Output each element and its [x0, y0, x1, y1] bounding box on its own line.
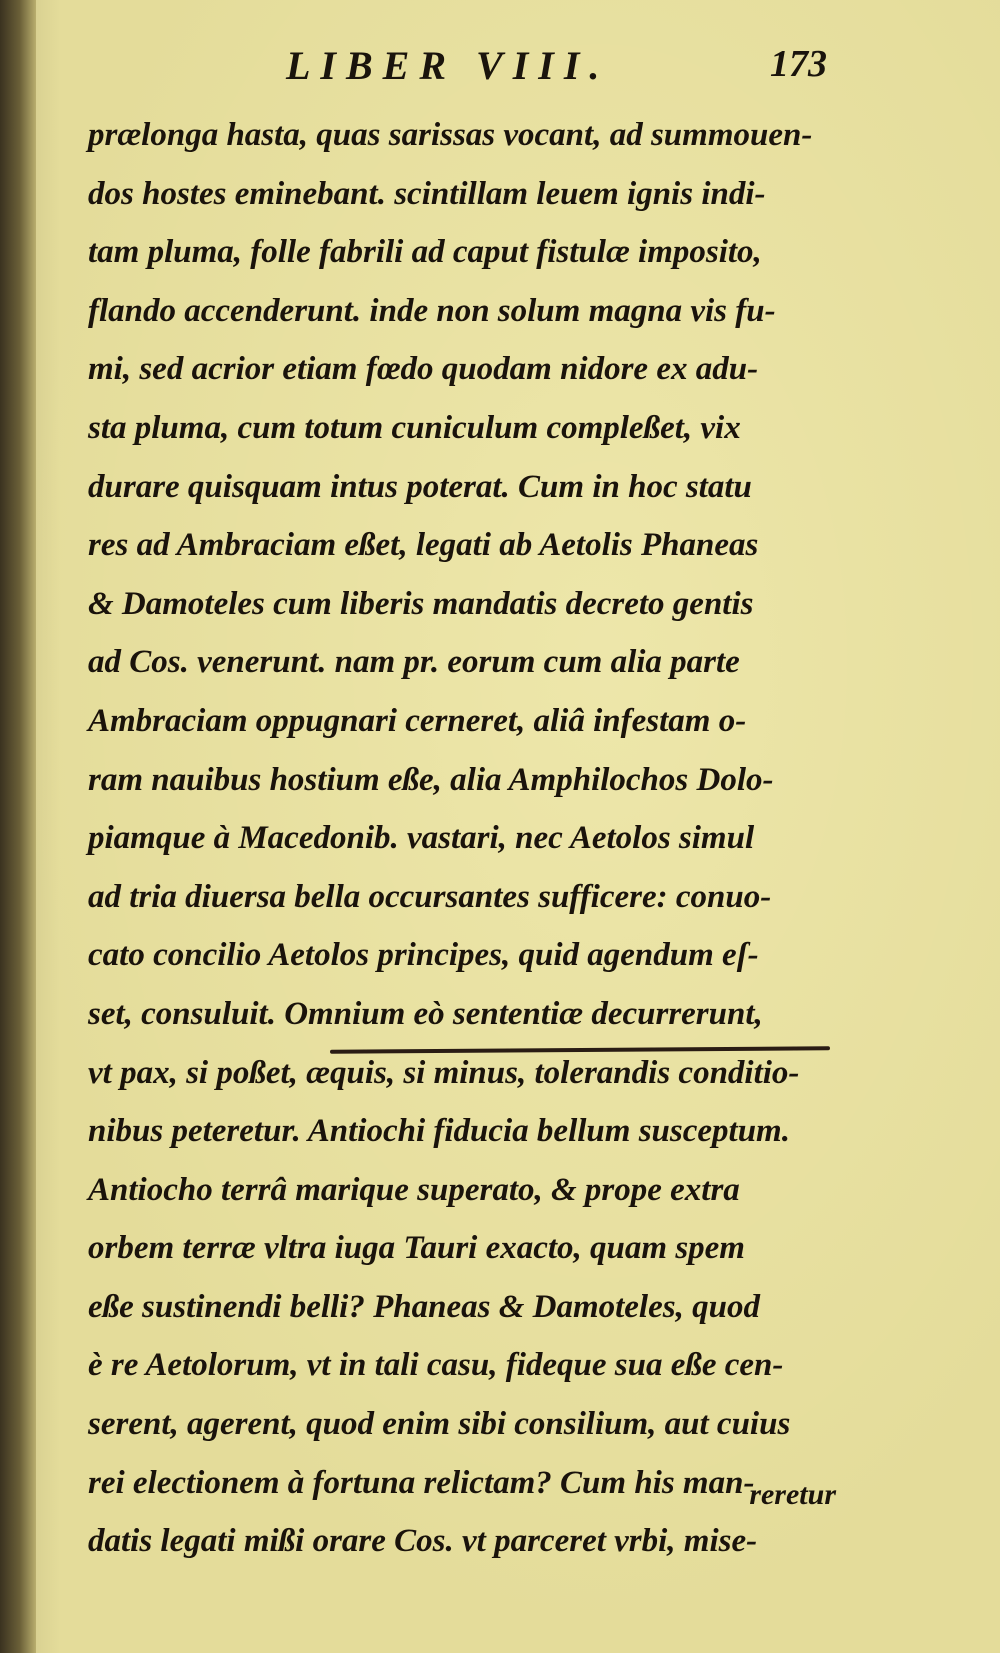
text-line: orbem terræ vltra iuga Tauri exacto, quam spem	[88, 1230, 745, 1267]
text-line: ad Cos. venerunt. nam pr. eorum cum alia parte	[88, 644, 740, 681]
catchword: reretur	[749, 1478, 836, 1511]
text-line: rei electionem à fortuna relictam? Cum his man-	[88, 1464, 755, 1501]
catchword-area	[88, 1478, 836, 1512]
page-header	[0, 42, 1000, 102]
text-line: flando accenderunt. inde non solum magna vis fu-	[88, 292, 776, 329]
text-line: durare quisquam intus poterat. Cum in hoc statu	[88, 468, 752, 505]
text-line: ram nauibus hostium eße, alia Amphilochos Dolo-	[88, 761, 774, 798]
text-line: sta pluma, cum totum cuniculum compleßet, vix	[88, 409, 741, 446]
text-line: datis legati mißi orare Cos. vt parceret vrbi, mise-	[88, 1523, 758, 1560]
text-line: set, consuluit. Omnium eò sententiæ decurrerunt,	[88, 995, 763, 1032]
text-line: prælonga hasta, quas sarissas vocant, ad summouen-	[88, 117, 813, 153]
text-line: & Damoteles cum liberis mandatis decreto gentis	[88, 585, 754, 622]
running-head: LIBER VIII.	[286, 43, 610, 88]
text-line: mi, sed acrior etiam fœdo quodam nidore ex adu-	[88, 351, 759, 388]
text-line: Ambraciam oppugnari cerneret, aliâ infestam o-	[88, 702, 747, 739]
text-line: tam pluma, folle fabrili ad caput fistulæ imposito,	[88, 234, 762, 271]
text-line: è re Aetolorum, vt in tali casu, fideque sua eße cen-	[88, 1347, 784, 1384]
text-line: vt pax, si poßet, æquis, si minus, tolerandis conditio-	[88, 1054, 800, 1091]
text-line: serent, agerent, quod enim sibi consilium, aut cuius	[88, 1406, 791, 1443]
text-line: eße sustinendi belli? Phaneas & Damoteles, quod	[88, 1288, 760, 1325]
text-line: dos hostes eminebant. scintillam leuem ignis indi-	[88, 175, 766, 212]
text-line: nibus peteretur. Antiochi fiducia bellum susceptum.	[88, 1113, 790, 1150]
page-number: 173	[770, 43, 827, 85]
text-line: cato concilio Aetolos principes, quid agendum eſ-	[88, 937, 759, 974]
binding-gutter	[0, 0, 36, 1653]
text-line: ad tria diuersa bella occursantes sufficere: conuo-	[88, 878, 772, 915]
text-line: Antiocho terrâ marique superato, & prope extra	[88, 1171, 740, 1208]
text-line: res ad Ambraciam eßet, legati ab Aetolis Phaneas	[88, 527, 759, 564]
body-text	[88, 106, 836, 1571]
text-line: piamque à Macedonib. vastari, nec Aetolos simul	[88, 820, 755, 857]
